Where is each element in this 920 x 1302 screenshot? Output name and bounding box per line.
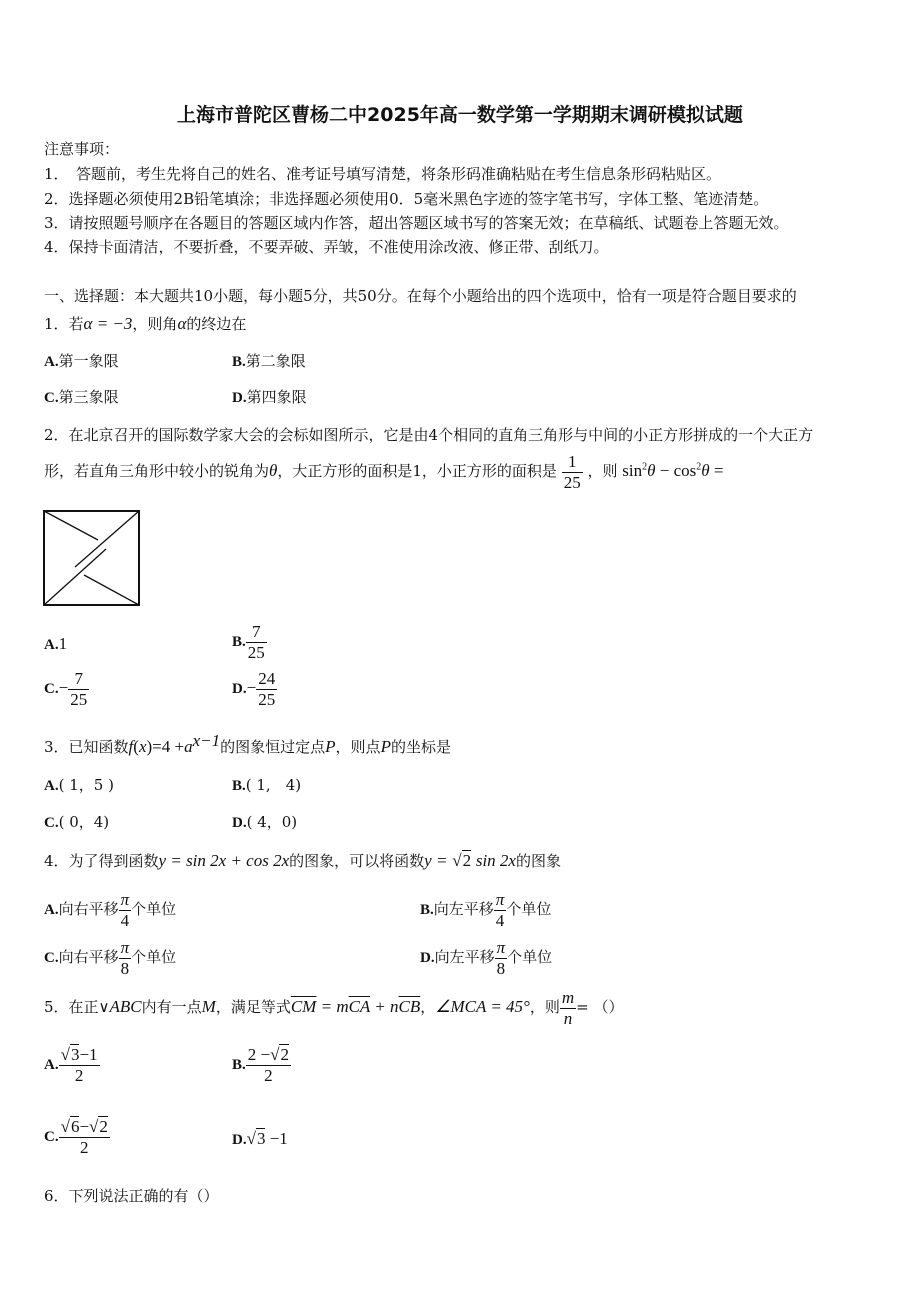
q3-option-b[interactable]: B.( 1, 4) — [232, 776, 302, 794]
section-heading: 一、选择题：本大题共10小题，每小题5分，共50分。在每个小题给出的四个选项中，恰有一项是符合题目要求的 — [44, 287, 797, 305]
q4-option-b[interactable]: B.向左平移 $\frac{\pi}{4}$ 个单位 — [420, 890, 552, 930]
q3-option-a[interactable]: A.( 1，5 ) — [44, 776, 114, 794]
q5-option-c[interactable]: C. $\frac{√6-√2}{2}$ — [44, 1117, 108, 1157]
q5-option-a[interactable]: A. $\frac{√3-1}{2}$ — [44, 1045, 98, 1085]
q4-option-d[interactable]: D.向左平移 $\frac{\pi}{8}$ 个单位 — [420, 938, 553, 978]
q4-option-c[interactable]: C.向右平移 $\frac{\pi}{8}$ 个单位 — [44, 938, 177, 978]
q2-line-1: 2．在北京召开的国际数学家大会的会标如图所示，它是由4个相同的直角三角形与中间的小正方形拼成的一个大正方 — [44, 426, 814, 444]
q1-mid: ，则角 — [132, 315, 178, 333]
q1-option-d[interactable]: D.第四象限 — [232, 388, 307, 406]
q1-option-b[interactable]: B.第二象限 — [232, 352, 306, 370]
q3-option-d[interactable]: D.( 4，0) — [232, 813, 298, 831]
page-title: 上海市普陀区曹杨二中2025年高一数学第一学期期末调研模拟试题 — [177, 104, 743, 126]
question-4: 4．为了得到函数y = sin 2x + cos 2x的图象，可以将函数y = √2 sin 2x的图象 — [44, 851, 561, 870]
q3-option-c[interactable]: C.( 0，4) — [44, 813, 110, 831]
figure-pinwheel-square — [42, 509, 142, 607]
question-5: 5．在正∨ABC内有一点M，满足等式$\overline{CM} = m\overline{CA} + n\overline{CB}$，∠MCA = 45°，则 $\frac{m}{n}$ = （） — [44, 988, 624, 1028]
notice-2: 2．选择题必须使用2B铅笔填涂；非选择题必须使用0．5毫米黑色字迹的签字笔书写，字体工整、笔迹清楚。 — [44, 190, 769, 208]
q5-option-b[interactable]: B. $\frac{2 -√2}{2}$ — [232, 1045, 289, 1085]
q1-tail: 的终边在 — [186, 315, 247, 333]
q5-option-d[interactable]: D.√3 −1 — [232, 1129, 288, 1148]
q2-option-a[interactable]: A.1 — [44, 634, 68, 653]
q1-expr: α = −3 — [83, 314, 133, 333]
q2-fraction: $\frac{1}{25}$ — [563, 452, 581, 492]
question-6: 6．下列说法正确的有（） — [44, 1187, 219, 1205]
q2-option-b[interactable]: B. $\frac{7}{25}$ — [232, 622, 265, 662]
notice-3: 3．请按照题号顺序在各题目的答题区域内作答，超出答题区域书写的答案无效；在草稿纸、试题卷上答题无效。 — [44, 214, 789, 232]
q1-option-a[interactable]: A.第一象限 — [44, 352, 119, 370]
q1-option-c[interactable]: C.第三象限 — [44, 388, 119, 406]
q1-num: 1．若 — [44, 315, 84, 333]
q1-var: α — [177, 314, 187, 333]
notice-1: 1． 答题前，考生先将自己的姓名、准考证号填写清楚，将条形码准确粘贴在考生信息条形码粘贴区。 — [44, 165, 722, 183]
notice-heading: 注意事项： — [44, 140, 120, 158]
q2-line-2: 形，若直角三角形中较小的锐角为θ，大正方形的面积是1，小正方形的面积是 $\frac{1}{25}$ ，则 $\sin^2\theta - \cos^2\theta$ = — [44, 452, 724, 492]
q2-option-c[interactable]: C.− $\frac{7}{25}$ — [44, 669, 88, 709]
notice-4: 4．保持卡面清洁，不要折叠，不要弄破、弄皱，不准使用涂改液、修正带、刮纸刀。 — [44, 238, 609, 256]
question-1 — [44, 313, 246, 334]
question-3: 3．已知函数$f(x)=4 +a^{x-1}$的图象恒过定点P，则点P的坐标是 — [44, 731, 451, 756]
q4-option-a[interactable]: A.向右平移 $\frac{\pi}{4}$ 个单位 — [44, 890, 177, 930]
q2-expr: $\sin^2\theta - \cos^2\theta$ = — [622, 461, 724, 481]
q2-option-d[interactable]: D.− $\frac{24}{25}$ — [232, 669, 276, 709]
